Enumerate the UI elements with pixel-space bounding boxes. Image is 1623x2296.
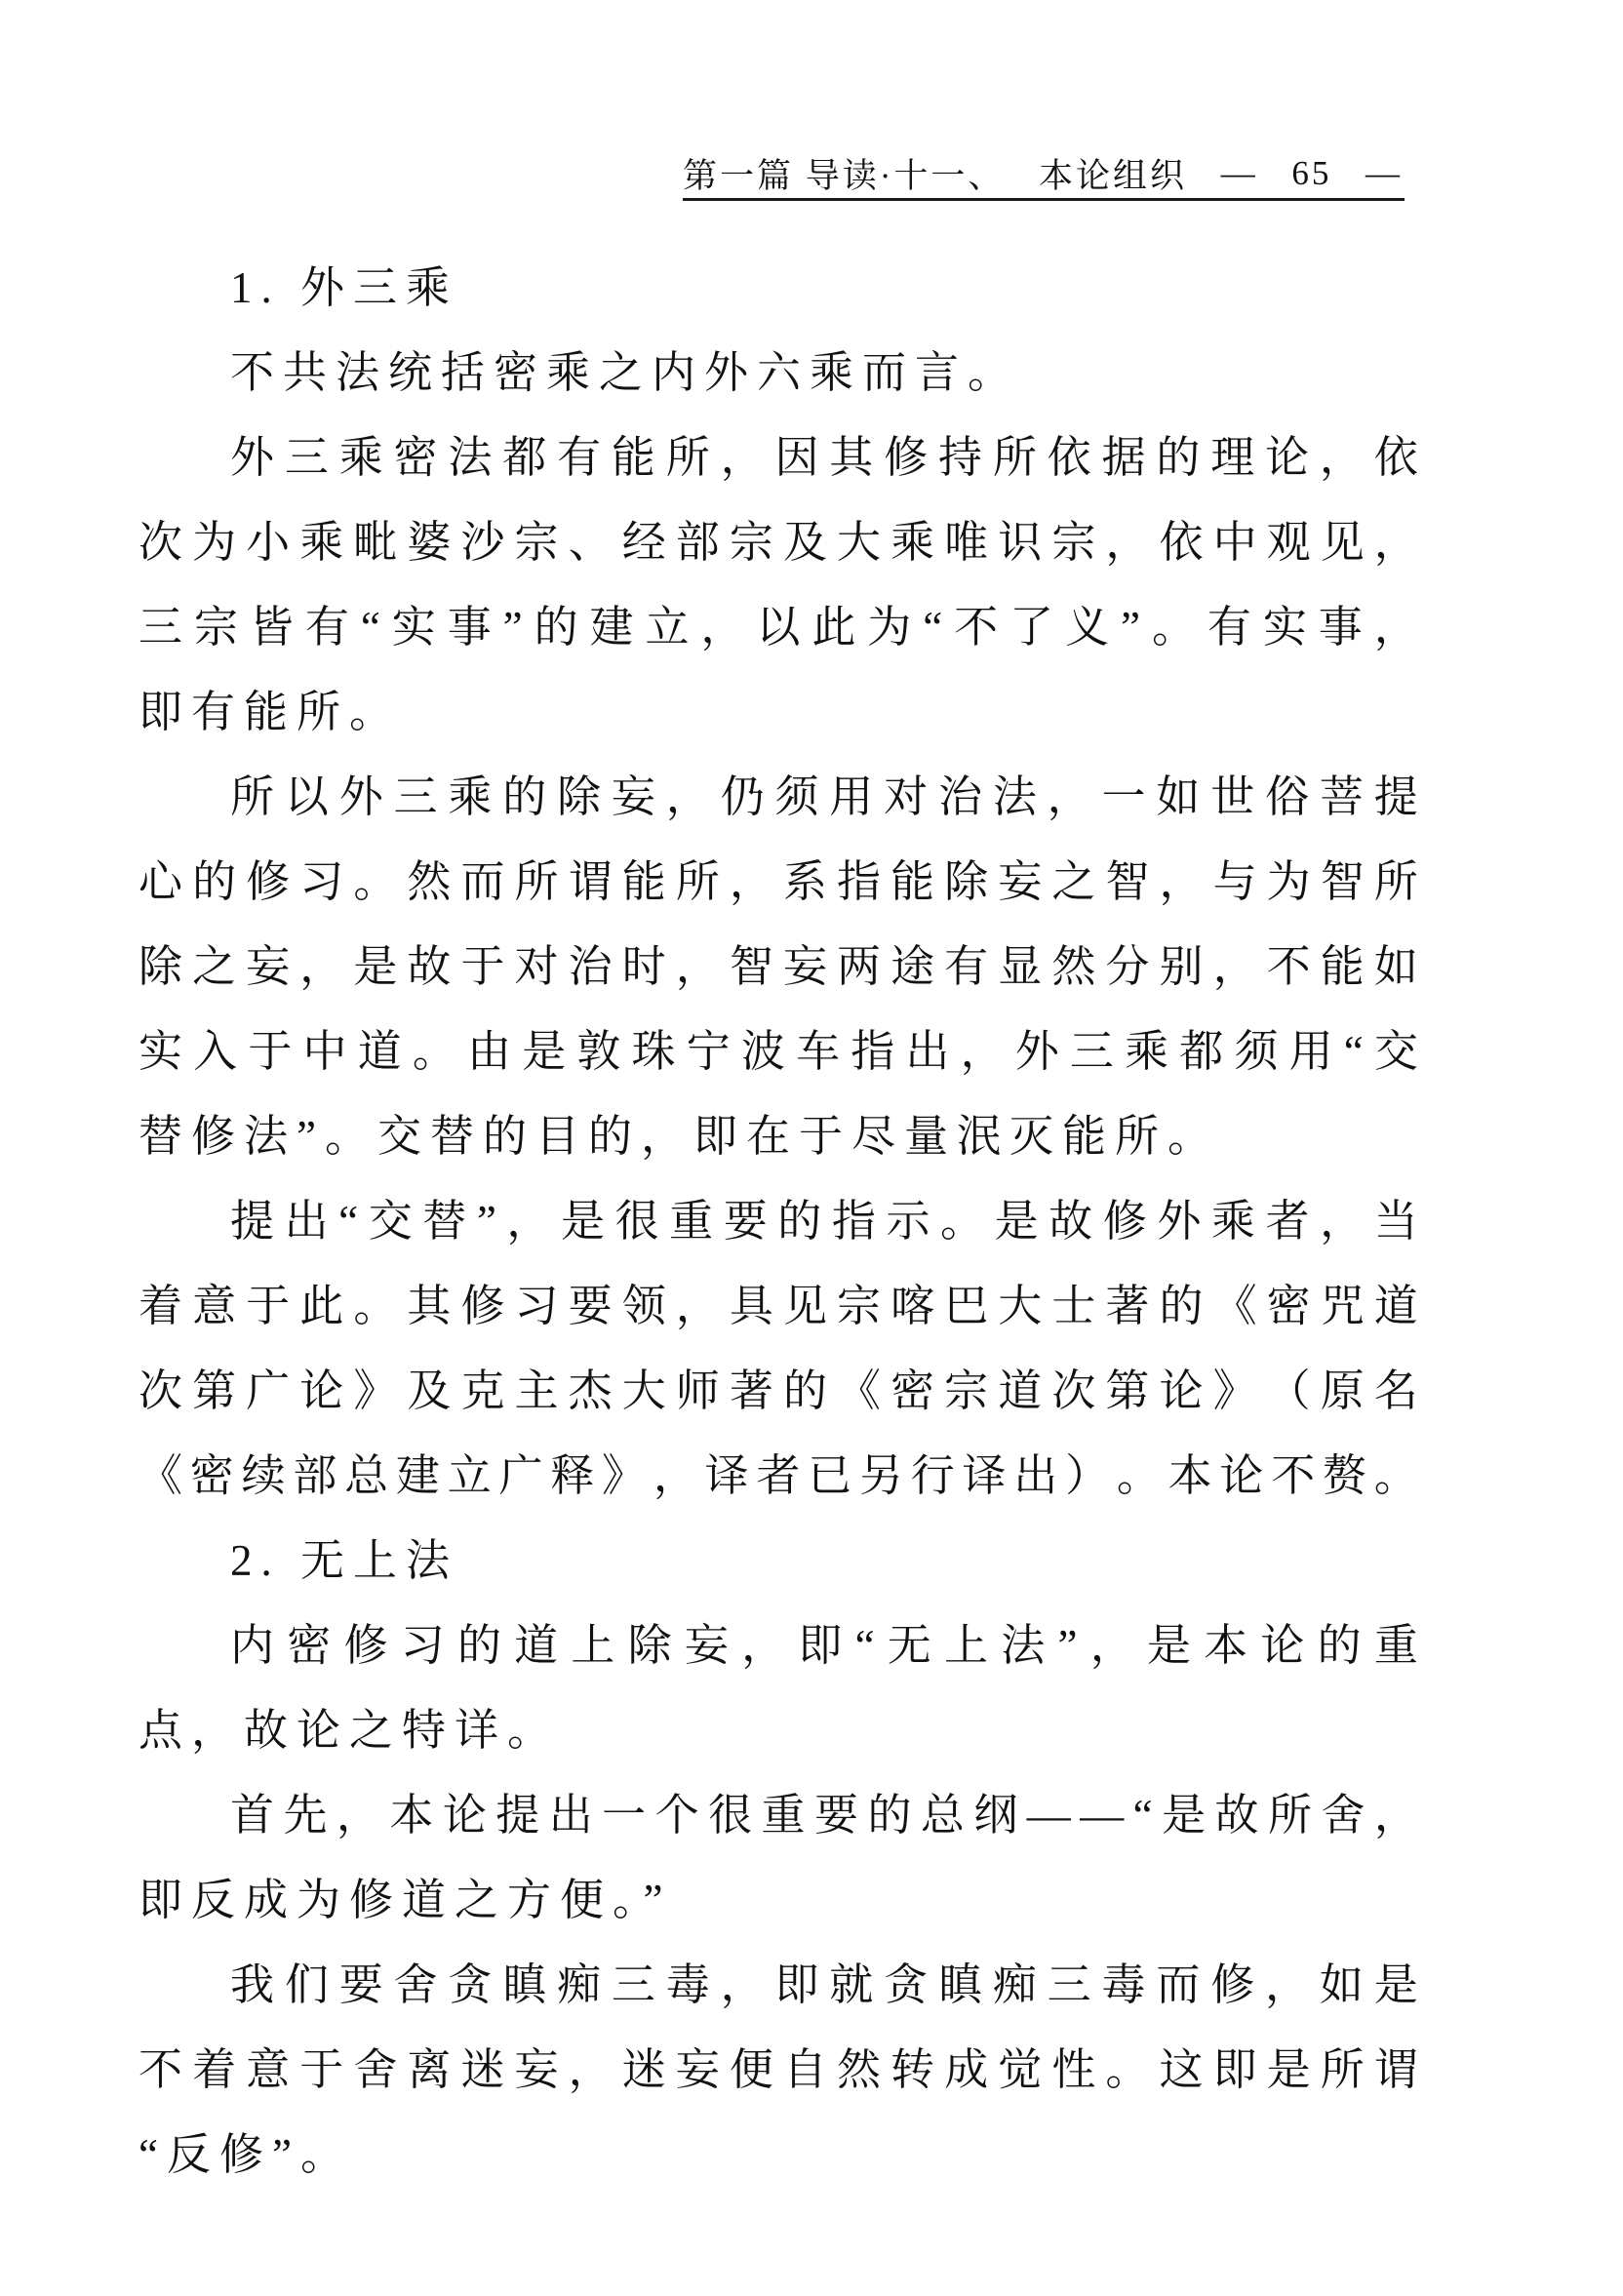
text-line: 提 出 “ 交 替 ” ， 是 很 重 要 的 指 示 。 是 故 修 外 乘 者 ， 当 xyxy=(230,1197,1418,1246)
text-line: “反修”。 xyxy=(139,2130,353,2179)
body-text xyxy=(139,246,1418,2197)
text-line: 实 入 于 中 道 。 由 是 敦 珠 宁 波 车 指 出 ， 外 三 乘 都 须 用 “ 交 xyxy=(139,1027,1418,1076)
header-page-dash-left: — xyxy=(1220,154,1258,192)
text-line: 外 三 乘 密 法 都 有 能 所 ， 因 其 修 持 所 依 据 的 理 论 ， 依 xyxy=(230,433,1418,482)
text-line: 除 之 妄 ， 是 故 于 对 治 时 ， 智 妄 两 途 有 显 然 分 别 ， 不 能 如 xyxy=(139,942,1418,991)
text-line: 我 们 要 舍 贪 瞋 痴 三 毒 ， 即 就 贪 瞋 痴 三 毒 而 修 ， 如 是 xyxy=(230,1960,1418,2009)
text-line: 不共法统括密乘之内外六乘而言。 xyxy=(230,348,1021,397)
text-line: 1. 外三乘 xyxy=(230,263,459,312)
text-line: 即有能所。 xyxy=(139,688,403,736)
header-part-title: 第一篇 导读·十一、 xyxy=(683,157,1006,195)
header-section-title: 本论组织 xyxy=(1039,157,1188,195)
text-line: 着 意 于 此 。 其 修 习 要 领 ， 具 见 宗 喀 巴 大 士 著 的 《 密 咒 道 xyxy=(139,1282,1418,1330)
text-line: 内 密 修 习 的 道 上 除 妄 ， 即 “ 无 上 法 ” ， 是 本 论 的 重 xyxy=(230,1621,1418,1670)
text-line: 点，故论之特详。 xyxy=(139,1706,561,1755)
text-line: 不 着 意 于 舍 离 迷 妄 ， 迷 妄 便 自 然 转 成 觉 性 。 这 即 是 所 谓 xyxy=(139,2045,1418,2094)
text-line: 《 密 续 部 总 建 立 广 释 》 ， 译 者 已 另 行 译 出 ） 。 本 论 不 赘 。 xyxy=(139,1451,1418,1500)
text-line: 即反成为修道之方便。” xyxy=(139,1876,672,1924)
text-line: 首 先 ， 本 论 提 出 一 个 很 重 要 的 总 纲 — — “ 是 故 所 舍 ， xyxy=(230,1791,1418,1840)
page-header xyxy=(683,151,1403,196)
text-line: 替修法”。交替的目的，即在于尽量泯灭能所。 xyxy=(139,1112,1220,1161)
text-line: 心 的 修 习 。 然 而 所 谓 能 所 ， 系 指 能 除 妄 之 智 ， 与 为 智 所 xyxy=(139,857,1418,906)
header-rule xyxy=(683,198,1405,201)
text-line: 次 为 小 乘 毗 婆 沙 宗 、 经 部 宗 及 大 乘 唯 识 宗 ， 依 中 观 见 ， xyxy=(139,518,1418,567)
header-page-number: 65 xyxy=(1291,154,1332,192)
text-line: 次 第 广 论 》 及 克 主 杰 大 师 著 的 《 密 宗 道 次 第 论 》 （ 原 名 xyxy=(139,1366,1418,1415)
text-line: 所 以 外 三 乘 的 除 妄 ， 仍 须 用 对 治 法 ， 一 如 世 俗 菩 提 xyxy=(230,772,1418,821)
text-line: 三 宗 皆 有 “ 实 事 ” 的 建 立 ， 以 此 为 “ 不 了 义 ” 。 有 实 事 ， xyxy=(139,603,1418,652)
header-page-dash-right: — xyxy=(1365,154,1403,192)
text-line: 2. 无上法 xyxy=(230,1536,459,1585)
